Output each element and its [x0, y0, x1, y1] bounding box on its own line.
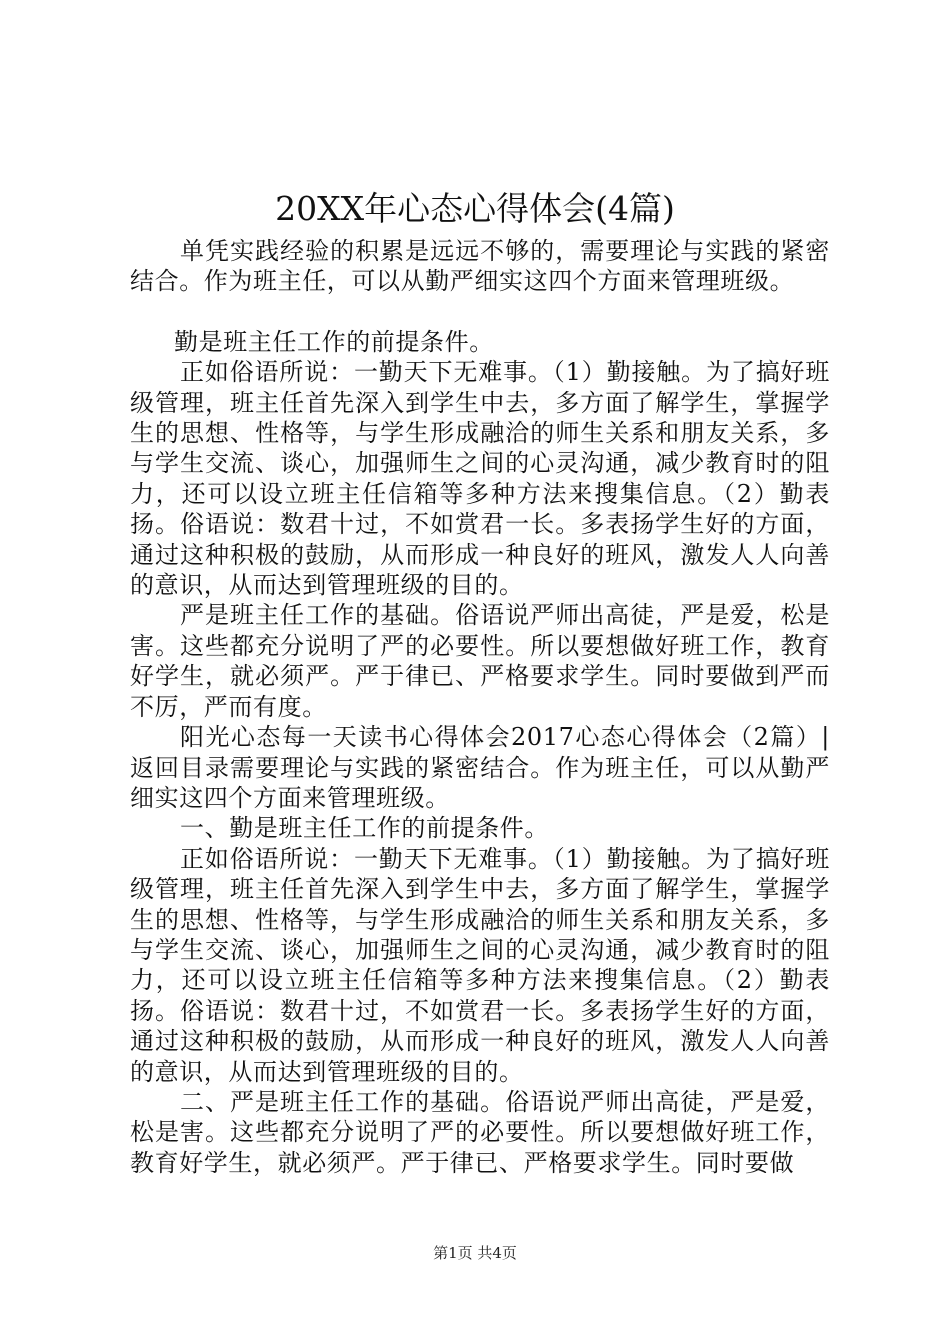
- paragraph-intro: 单凭实践经验的积累是远远不够的，需要理论与实践的紧密结合。作为班主任，可以从勤严细实这四个方面来管理班级。: [130, 237, 830, 296]
- document-title: 20XX年心态心得体会(4篇): [275, 189, 675, 228]
- paragraph-heading-qin: 勤是班主任工作的前提条件。: [174, 327, 494, 356]
- document-body: [130, 236, 830, 1178]
- paragraph-yan: 严是班主任工作的基础。俗语说严师出高徒，严是爱，松是害。这些都充分说明了严的必要性。所以要想做好班工作，教育好学生，就必须严。严于律已、严格要求学生。同时要做到严而不厉，严而有度。: [130, 601, 830, 721]
- paragraph-qin-detail: 正如俗语所说：一勤天下无难事。（1）勤接触。为了搞好班级管理，班主任首先深入到学生中去，多方面了解学生，掌握学生的思想、性格等，与学生形成融洽的师生关系和朋友关系，多与学生交流、谈心，加强师生之间的心灵沟通，减少教育时的阻力，还可以设立班主任信箱等多种方法来搜集信息。（2）勤表扬。俗语说：数君十过，不如赏君一长。多表扬学生好的方面，通过这种积极的鼓励，从而形成一种良好的班风，激发人人向善的意识，从而达到管理班级的目的。: [130, 358, 830, 600]
- paragraph-section-two: 二、严是班主任工作的基础。俗语说严师出高徒，严是爱，松是害。这些都充分说明了严的必要性。所以要想做好班工作，教育好学生，就必须严。严于律已、严格要求学生。同时要做: [130, 1087, 830, 1177]
- paragraph-link-line: 阳光心态每一天读书心得体会2017心态心得体会（2篇）| 返回目录需要理论与实践的紧密结合。作为班主任，可以从勤严细实这四个方面来管理班级。: [130, 723, 830, 812]
- paragraph-qin-detail-repeat: 正如俗语所说：一勤天下无难事。（1）勤接触。为了搞好班级管理，班主任首先深入到学生中去，多方面了解学生，掌握学生的思想、性格等，与学生形成融洽的师生关系和朋友关系，多与学生交流、谈心，加强师生之间的心灵沟通，减少教育时的阻力，还可以设立班主任信箱等多种方法来搜集信息。（2）勤表扬。俗语说：数君十过，不如赏君一长。多表扬学生好的方面，通过这种积极的鼓励，从而形成一种良好的班风，激发人人向善的意识，从而达到管理班级的目的。: [130, 844, 830, 1086]
- page-footer: 第1页 共4页: [433, 1244, 517, 1262]
- paragraph-section-one: 一、勤是班主任工作的前提条件。: [180, 814, 549, 843]
